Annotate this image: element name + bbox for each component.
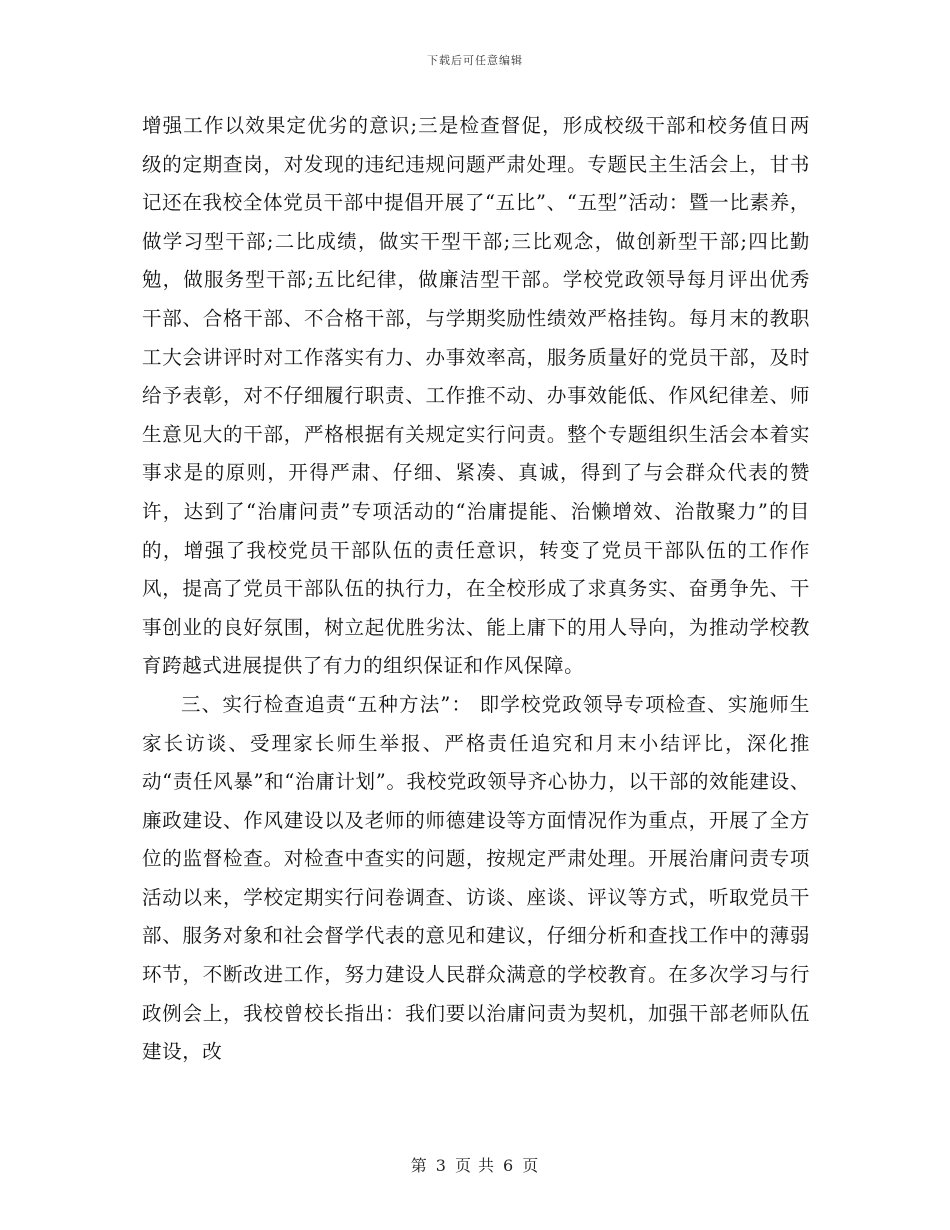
footer-prefix: 第 bbox=[410, 1156, 428, 1175]
footer-middle: 页 共 bbox=[454, 1156, 496, 1175]
page-footer bbox=[0, 1153, 950, 1176]
footer-suffix: 页 bbox=[522, 1156, 540, 1175]
paragraph-1: 增强工作以效果定优劣的意识;三是检查督促，形成校级干部和校务值日两级的定期查岗，对发现的违纪违规问题严肃处理。专题民主生活会上，甘书记还在我校全体党员干部中提倡开展了“五比”、“五型”活动：暨一比素养，做学习型干部;二比成绩，做实干型干部;三比观念，做创新型干部;四比勤勉，做服务型干部;五比纪律，做廉洁型干部。学校党政领导每月评出优秀干部、合格干部、不合格干部，与学期奖励性绩效严格挂钩。每月末的教职工大会讲评时对工作落实有力、办事效率高，服务质量好的党员干部，及时给予表彰，对不仔细履行职责、工作推不动、办事效能低、作风纪律差、师生意见大的干部，严格根据有关规定实行问责。整个专题组织生活会本着实事求是的原则，开得严肃、仔细、紧凑、真诚，得到了与会群众代表的赞许，达到了“治庸问责”专项活动的“治庸提能、治懒增效、治散聚力”的目的，增强了我校党员干部队伍的责任意识，转变了党员干部队伍的工作作风，提高了党员干部队伍的执行力，在全校形成了求真务实、奋勇争先、干事创业的良好氛围，树立起优胜劣汰、能上庸下的用人导向，为推动学校教育跨越式进展提供了有力的组织保证和作风保障。 bbox=[142, 114, 810, 678]
paragraph-2: 三、实行检查追责“五种方法”： 即学校党政领导专项检查、实施师生家长访谈、受理家长师生举报、严格责任追究和月末小结评比，深化推动“责任风暴”和“治庸计划”。我校党政领导齐心协力，以干部的效能建设、廉政建设、作风建设以及老师的师德建设等方面情况作为重点，开展了全方位的监督检查。对检查中查实的问题，按规定严肃处理。开展治庸问责专项活动以来，学校定期实行问卷调查、访谈、座谈、评议等方式，听取党员干部、服务对象和社会督学代表的意见和建议，仔细分析和查找工作中的薄弱环节，不断改进工作，努力建设人民群众满意的学校教育。在多次学习与行政例会上，我校曾校长指出：我们要以治庸问责为契机，加强干部老师队伍建设，改 bbox=[142, 692, 810, 1064]
footer-page-number: 3 bbox=[435, 1156, 447, 1175]
footer-total-pages: 6 bbox=[503, 1156, 515, 1175]
page-header-note: 下载后可任意编辑 bbox=[427, 54, 523, 67]
document-body bbox=[142, 107, 810, 1072]
